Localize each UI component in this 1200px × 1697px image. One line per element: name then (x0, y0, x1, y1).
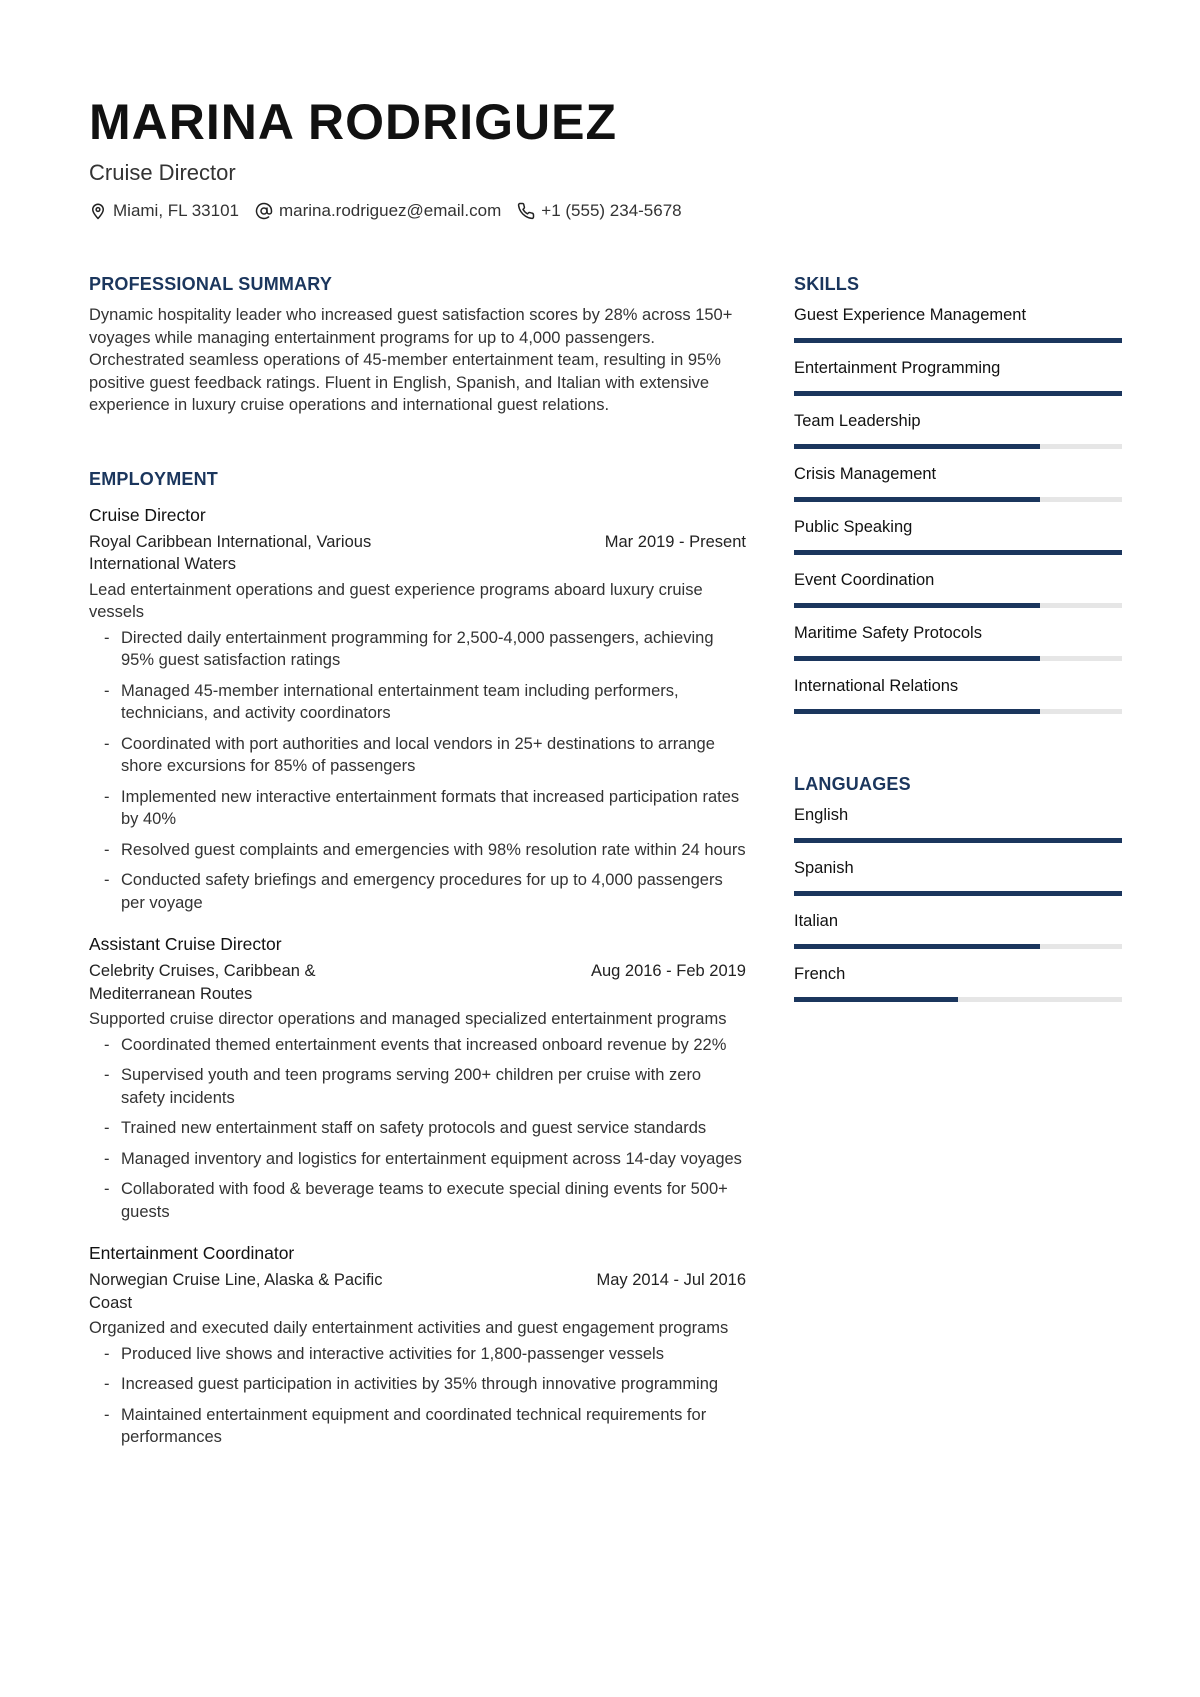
phone-text[interactable]: +1 (555) 234-5678 (541, 201, 682, 220)
location-text: Miami, FL 33101 (113, 201, 239, 220)
bullet-text: Implemented new interactive entertainment formats that increased participation rates by 40% (121, 787, 740, 828)
job-header (89, 960, 746, 1005)
candidate-name: MARINA RODRIGUEZ (89, 94, 618, 150)
level-bar-track (794, 838, 1122, 843)
bullet-text: Resolved guest complaints and emergencies with 98% resolution rate within 24 hours (121, 840, 746, 859)
level-bar-track (794, 391, 1122, 396)
job-bullets (89, 1034, 746, 1224)
phone-item[interactable] (517, 199, 681, 223)
bullet-dash: - (104, 734, 110, 753)
bullet-item (89, 680, 746, 725)
bullet-dash: - (104, 1119, 110, 1137)
job-title: Entertainment Coordinator (89, 1243, 295, 1263)
level-bar-fill (794, 603, 1040, 608)
skill-name: Team Leadership (794, 412, 921, 430)
skill-name: Crisis Management (794, 465, 937, 483)
bullet-dash: - (104, 787, 110, 806)
level-bar-fill (794, 838, 1122, 843)
bullet-text: Conducted safety briefings and emergency procedures for up to 4,000 passengers per voyage (121, 871, 723, 912)
skills-heading: SKILLS (794, 274, 860, 294)
bullet-item (89, 1343, 746, 1366)
bullet-text: Maintained entertainment equipment and coordinated technical requirements for performances (121, 1405, 707, 1446)
languages-heading: LANGUAGES (794, 774, 911, 794)
summary-text: Dynamic hospitality leader who increased guest satisfaction scores by 28% across 150+ voyages while managing entertainment programs for up to 4,000 passengers. Orchestrated seamless operations of 45-member entertainment team, resulting in 95% positive guest feedback ratings. Fluent in English, Spanish, and Italian with extensive experience in luxury cruise operations and international guest relations. (89, 306, 733, 414)
bullet-text: Collaborated with food & beverage teams to execute special dining events for 500+ guests (121, 1180, 728, 1221)
bullet-dash: - (104, 628, 110, 647)
job-entry (89, 932, 746, 1223)
level-bar-fill (794, 550, 1122, 555)
job-description: Organized and executed daily entertainment activities and guest engagement programs (89, 1319, 729, 1337)
bullet-text: Produced live shows and interactive activities for 1,800-passenger vessels (121, 1344, 664, 1363)
sidebar-column (794, 272, 1124, 1008)
skill-item (794, 569, 1124, 614)
level-bar-fill (794, 444, 1040, 449)
job-company: Norwegian Cruise Line, Alaska & Pacific Coast (89, 1271, 383, 1312)
bullet-item (89, 1034, 746, 1057)
skill-item (794, 516, 1124, 561)
skill-name: Event Coordination (794, 571, 935, 589)
language-item (794, 857, 1124, 902)
level-bar-fill (794, 656, 1040, 661)
level-bar-track (794, 891, 1122, 896)
phone-icon (517, 202, 535, 220)
bullet-dash: - (104, 1344, 110, 1363)
level-bar-track (794, 338, 1122, 343)
level-bar-track (794, 944, 1122, 949)
bullet-item (89, 786, 746, 831)
level-bar-fill (794, 891, 1122, 896)
level-bar-fill (794, 391, 1122, 396)
skill-name: Maritime Safety Protocols (794, 624, 982, 642)
skill-item (794, 304, 1124, 349)
summary-heading: PROFESSIONAL SUMMARY (89, 274, 333, 294)
bullet-dash: - (104, 1375, 110, 1393)
location-pin-icon (89, 202, 107, 220)
skills-list (794, 304, 1124, 720)
job-title: Assistant Cruise Director (89, 934, 282, 954)
bullet-dash: - (104, 1180, 110, 1198)
bullet-item (89, 1373, 746, 1396)
job-entry (89, 1241, 746, 1449)
email-item[interactable] (255, 199, 501, 223)
level-bar-track (794, 497, 1122, 502)
main-column (89, 272, 746, 1457)
bullet-text: Coordinated with port authorities and local vendors in 25+ destinations to arrange shore excursions for 85% of passengers (121, 734, 715, 775)
bullet-item (89, 1117, 746, 1140)
language-name: Spanish (794, 859, 854, 877)
bullet-item (89, 1064, 746, 1109)
bullet-dash: - (104, 840, 110, 859)
bullet-dash: - (104, 871, 110, 889)
bullet-text: Trained new entertainment staff on safety protocols and guest service standards (121, 1119, 707, 1137)
email-text[interactable]: marina.rodriguez@email.com (278, 201, 502, 220)
bullet-dash: - (104, 1149, 110, 1168)
job-header (89, 1269, 746, 1314)
candidate-title: Cruise Director (89, 160, 236, 185)
employment-heading: EMPLOYMENT (89, 468, 219, 489)
skill-item (794, 410, 1124, 455)
bullet-dash: - (104, 1035, 110, 1054)
job-header (89, 531, 746, 576)
bullet-text: Managed 45-member international entertainment team including performers, technicians, and activity coordinators (121, 681, 679, 722)
job-company: Celebrity Cruises, Caribbean & Mediterranean Routes (89, 962, 316, 1003)
bullet-item (89, 627, 746, 672)
job-description: Lead entertainment operations and guest experience programs aboard luxury cruise vessels (89, 580, 703, 621)
bullet-item (89, 869, 746, 914)
bullet-item (89, 839, 746, 862)
bullet-item (89, 1178, 746, 1223)
bullet-dash: - (104, 1405, 110, 1424)
language-name: English (794, 806, 849, 824)
job-dates: Mar 2019 - Present (604, 532, 746, 551)
job-bullets (89, 627, 746, 915)
bullet-item (89, 733, 746, 778)
skill-name: Public Speaking (794, 518, 913, 536)
skill-name: Entertainment Programming (794, 359, 1001, 377)
job-description: Supported cruise director operations and managed specialized entertainment programs (89, 1010, 727, 1028)
level-bar-track (794, 997, 1122, 1002)
skill-item (794, 622, 1124, 667)
bullet-dash: - (104, 681, 110, 700)
skill-item (794, 463, 1124, 508)
job-bullets (89, 1343, 746, 1449)
employment-list (89, 503, 746, 1449)
bullet-text: Coordinated themed entertainment events that increased onboard revenue by 22% (121, 1035, 727, 1054)
at-sign-icon (255, 202, 273, 220)
languages-list (794, 804, 1124, 1008)
job-dates: Aug 2016 - Feb 2019 (590, 962, 746, 980)
skill-name: International Relations (794, 677, 959, 695)
location-item (89, 199, 239, 223)
job-company: Royal Caribbean International, Various International Waters (89, 532, 372, 573)
contact-line (89, 199, 698, 223)
job-title: Cruise Director (89, 504, 206, 525)
bullet-item (89, 1148, 746, 1171)
bullet-text: Increased guest participation in activities by 35% through innovative programming (121, 1375, 719, 1393)
bullet-text: Managed inventory and logistics for entertainment equipment across 14-day voyages (121, 1149, 742, 1168)
language-item (794, 804, 1124, 849)
level-bar-fill (794, 997, 958, 1002)
skill-name: Guest Experience Management (794, 306, 1027, 324)
level-bar-track (794, 656, 1122, 661)
bullet-dash: - (104, 1066, 110, 1084)
level-bar-fill (794, 338, 1122, 343)
level-bar-fill (794, 709, 1040, 714)
level-bar-track (794, 603, 1122, 608)
skill-item (794, 675, 1124, 720)
language-item (794, 910, 1124, 955)
language-name: French (794, 965, 846, 983)
level-bar-track (794, 550, 1122, 555)
bullet-item (89, 1404, 746, 1449)
bullet-text: Directed daily entertainment programming for 2,500-4,000 passengers, achieving 95% guest satisfaction ratings (121, 628, 714, 669)
bullet-text: Supervised youth and teen programs serving 200+ children per cruise with zero safety incidents (121, 1066, 702, 1107)
language-name: Italian (794, 912, 839, 930)
level-bar-fill (794, 944, 1040, 949)
level-bar-track (794, 444, 1122, 449)
level-bar-fill (794, 497, 1040, 502)
job-entry (89, 503, 746, 915)
level-bar-track (794, 709, 1122, 714)
job-dates: May 2014 - Jul 2016 (596, 1271, 746, 1289)
skill-item (794, 357, 1124, 402)
language-item (794, 963, 1124, 1008)
